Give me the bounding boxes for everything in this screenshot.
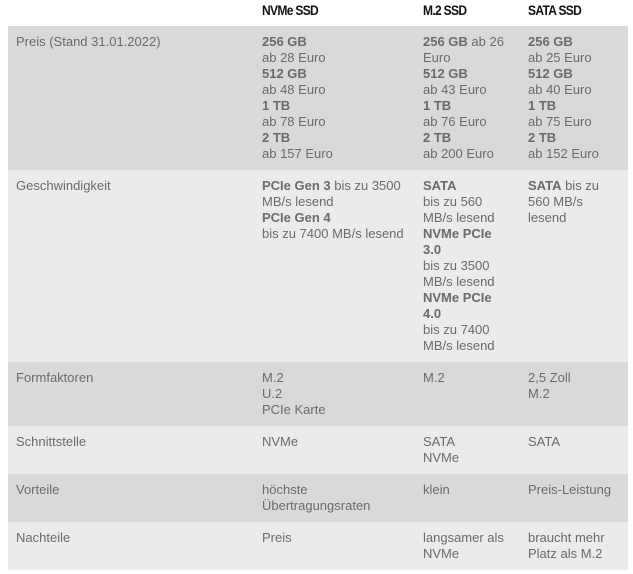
cell-line [423,290,512,322]
cell-text: ab 200 Euro [423,146,494,161]
cell-text: bis zu 7400 MB/s lesend [423,322,495,353]
cell-text: bis zu 560 MB/s lesend [423,194,495,225]
cell-line [262,50,407,66]
cell-line [528,530,620,562]
header-empty [8,0,254,26]
cell-text: ab 75 Euro [528,114,592,129]
cell-bold-text: 1 TB [528,98,557,113]
cell-text: ab 28 Euro [262,50,326,65]
table-row [8,26,628,170]
table-row [8,362,628,426]
cell-text: ab 26 Euro [423,34,504,65]
row-label: Formfaktoren [8,362,254,426]
cell-text: ab 157 Euro [262,146,333,161]
ssd-comparison-table [8,0,628,570]
table-row [8,522,628,570]
cell-line [423,482,512,498]
row-label: Vorteile [8,474,254,522]
cell-text: klein [423,482,450,497]
cell-text: U.2 [262,386,283,401]
cell-m2-ssd [415,522,520,570]
cell-text: NVMe [262,434,299,449]
cell-line [262,530,407,546]
cell-nvme-ssd [254,522,415,570]
cell-m2-ssd [415,26,520,170]
cell-line [528,34,620,50]
cell-bold-text: PCIe Gen 4 [262,210,331,225]
cell-text: NVMe [423,450,460,465]
cell-line [262,402,407,418]
cell-line [423,66,512,82]
cell-text: M.2 [528,386,550,401]
header-label: SATA SSD [528,2,582,18]
cell-line [262,386,407,402]
table-body [8,26,628,570]
cell-text: ab 78 Euro [262,114,326,129]
cell-bold-text: 256 GB [528,34,573,49]
cell-text: langsamer als NVMe [423,530,504,561]
cell-line [262,130,407,146]
cell-line [423,370,512,386]
cell-text: ab 40 Euro [528,82,592,97]
header-row [8,0,628,26]
cell-line [262,370,407,386]
cell-bold-text: 2 TB [423,130,452,145]
cell-m2-ssd [415,170,520,362]
cell-sata-ssd [520,426,628,474]
cell-text: PCIe Karte [262,402,326,417]
cell-sata-ssd [520,170,628,362]
cell-text: M.2 [262,370,284,385]
cell-bold-text: 1 TB [262,98,291,113]
cell-text: 2,5 Zoll [528,370,571,385]
header-label: M.2 SSD [423,2,467,18]
header-m2-ssd [415,0,520,26]
cell-line [528,178,620,226]
table-row [8,426,628,474]
cell-bold-text: 256 GB [262,34,307,49]
cell-bold-text: 256 GB [423,34,468,49]
cell-text: ab 43 Euro [423,82,487,97]
cell-bold-text: SATA [423,178,457,193]
cell-line [528,98,620,114]
cell-nvme-ssd [254,362,415,426]
cell-line [423,114,512,130]
cell-bold-text: NVMe PCIe 3.0 [423,226,492,257]
cell-line [528,370,620,386]
cell-line [528,482,620,498]
cell-nvme-ssd [254,426,415,474]
cell-line [423,34,512,66]
cell-text: bis zu 3500 MB/s lesend [423,258,495,289]
table-row [8,170,628,362]
cell-line [423,530,512,562]
cell-sata-ssd [520,474,628,522]
cell-m2-ssd [415,362,520,426]
header-nvme-ssd [254,0,415,26]
cell-line [528,130,620,146]
cell-line [528,434,620,450]
cell-text: ab 48 Euro [262,82,326,97]
cell-line [262,146,407,162]
cell-line [528,386,620,402]
cell-bold-text: NVMe PCIe 4.0 [423,290,492,321]
cell-m2-ssd [415,474,520,522]
cell-line [262,66,407,82]
cell-bold-text: SATA [528,178,562,193]
table-row [8,474,628,522]
cell-text: ab 76 Euro [423,114,487,129]
cell-line [423,322,512,354]
cell-line [262,114,407,130]
table-header [8,0,628,26]
cell-nvme-ssd [254,26,415,170]
cell-line [423,130,512,146]
cell-bold-text: 512 GB [262,66,307,81]
cell-text: bis zu 3500 MB/s lesend [262,178,401,209]
cell-text: SATA [423,434,456,449]
cell-sata-ssd [520,362,628,426]
cell-line [528,50,620,66]
cell-line [423,226,512,258]
cell-line [262,210,407,226]
cell-bold-text: 512 GB [423,66,468,81]
cell-line [262,226,407,242]
cell-line [423,194,512,226]
header-label: NVMe SSD [262,2,319,18]
cell-line [528,146,620,162]
cell-text: SATA [528,434,561,449]
cell-sata-ssd [520,26,628,170]
cell-line [528,82,620,98]
cell-text: Preis-Leistung [528,482,612,497]
cell-line [423,450,512,466]
cell-line [423,258,512,290]
cell-line [262,82,407,98]
cell-bold-text: 512 GB [528,66,573,81]
cell-line [262,482,407,514]
cell-text: braucht mehr Platz als M.2 [528,530,605,561]
cell-line [423,82,512,98]
cell-m2-ssd [415,426,520,474]
cell-text: ab 152 Euro [528,146,599,161]
cell-line [423,98,512,114]
cell-line [262,34,407,50]
cell-nvme-ssd [254,170,415,362]
cell-line [423,146,512,162]
cell-bold-text: PCIe Gen 3 [262,178,331,193]
row-label: Geschwindigkeit [8,170,254,362]
cell-line [262,98,407,114]
cell-text: bis zu 7400 MB/s lesend [262,226,404,241]
cell-nvme-ssd [254,474,415,522]
cell-line [423,178,512,194]
row-label: Nachteile [8,522,254,570]
cell-bold-text: 1 TB [423,98,452,113]
cell-text: ab 25 Euro [528,50,592,65]
cell-line [262,434,407,450]
cell-line [528,114,620,130]
cell-line [423,434,512,450]
cell-sata-ssd [520,522,628,570]
cell-text: bis zu 560 MB/s lesend [528,178,600,225]
cell-line [528,66,620,82]
cell-text: M.2 [423,370,445,385]
cell-text: Preis [262,530,292,545]
header-sata-ssd [520,0,628,26]
row-label: Schnittstelle [8,426,254,474]
cell-text: höchste Übertragungsraten [262,482,371,513]
row-label: Preis (Stand 31.01.2022) [8,26,254,170]
cell-line [262,178,407,210]
cell-bold-text: 2 TB [262,130,291,145]
cell-bold-text: 2 TB [528,130,557,145]
